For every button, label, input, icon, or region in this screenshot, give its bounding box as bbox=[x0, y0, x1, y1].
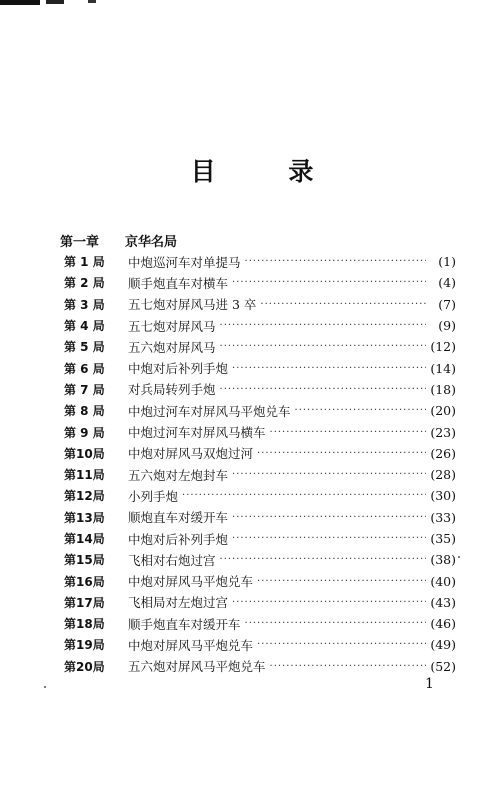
leader-dots bbox=[257, 448, 426, 459]
toc-entry[interactable] bbox=[64, 400, 456, 421]
entry-number: 第10局 bbox=[64, 446, 105, 461]
entry-title: 五六炮对左炮封车 bbox=[128, 467, 229, 483]
toc-entry[interactable] bbox=[64, 251, 456, 272]
entry-title: 对兵局转列手炮 bbox=[128, 382, 216, 398]
toc-entry[interactable] bbox=[64, 443, 456, 464]
toc-entry[interactable] bbox=[64, 528, 456, 549]
leader-dots bbox=[232, 512, 426, 523]
entry-number: 第18局 bbox=[64, 617, 105, 632]
entry-page: (49) bbox=[430, 637, 456, 653]
entry-page: (33) bbox=[430, 509, 456, 525]
entry-title: 小列手炮 bbox=[128, 488, 179, 504]
entry-title: 中炮对后补列手炮 bbox=[128, 361, 229, 377]
entry-title: 五六炮对屏风马 bbox=[128, 339, 216, 355]
leader-dots bbox=[220, 341, 426, 352]
entry-page: (20) bbox=[430, 403, 456, 419]
chapter-label: 第一章 bbox=[60, 235, 100, 250]
leader-dots bbox=[257, 639, 426, 650]
leader-dots bbox=[232, 469, 426, 480]
entry-number: 第19局 bbox=[64, 638, 105, 653]
leader-dots bbox=[245, 256, 426, 267]
toc-entry[interactable] bbox=[64, 336, 456, 357]
entry-title: 飞相局对左炮过宫 bbox=[128, 595, 229, 611]
entry-number: 第 2 局 bbox=[64, 276, 105, 291]
entry-number: 第20局 bbox=[64, 659, 105, 674]
leader-dots bbox=[295, 405, 426, 416]
entry-title: 中炮对后补列手炮 bbox=[128, 531, 229, 547]
leader-dots bbox=[232, 363, 426, 374]
entry-page: (38) bbox=[430, 552, 456, 568]
entry-number: 第15局 bbox=[64, 553, 105, 568]
leader-dots bbox=[220, 320, 426, 331]
toc-entry[interactable] bbox=[64, 549, 456, 570]
entry-title: 飞相对右炮过宫 bbox=[128, 552, 216, 568]
entry-number: 第13局 bbox=[64, 510, 105, 525]
leader-dots bbox=[232, 533, 426, 544]
leader-dots bbox=[182, 490, 426, 501]
leader-dots bbox=[270, 427, 426, 438]
entry-number: 第 5 局 bbox=[64, 340, 105, 355]
entry-number: 第 4 局 bbox=[64, 319, 105, 334]
chapter-heading bbox=[60, 231, 177, 250]
toc-entry[interactable] bbox=[64, 294, 456, 315]
leader-dots bbox=[220, 554, 426, 565]
scan-artifact bbox=[46, 0, 64, 4]
leader-dots bbox=[260, 299, 426, 310]
entry-title: 顺手炮直车对缓开车 bbox=[128, 616, 241, 632]
entry-number: 第16局 bbox=[64, 574, 105, 589]
entry-title: 五六炮对屏风马平炮兑车 bbox=[128, 659, 266, 675]
chapter-title: 京华名局 bbox=[125, 235, 178, 250]
leader-dots bbox=[257, 576, 426, 587]
entry-page: (7) bbox=[438, 296, 456, 312]
leader-dots bbox=[232, 277, 426, 288]
entry-title: 中炮对屏风马双炮过河 bbox=[128, 446, 254, 462]
entry-title: 中炮对屏风马平炮兑车 bbox=[128, 574, 254, 590]
toc-entry[interactable] bbox=[64, 592, 456, 613]
leader-dots bbox=[245, 618, 426, 629]
entry-page: (9) bbox=[438, 318, 456, 334]
entry-page: (26) bbox=[430, 445, 456, 461]
page-number: 1 bbox=[425, 676, 434, 692]
scan-artifact bbox=[0, 0, 40, 5]
entry-page: (23) bbox=[430, 424, 456, 440]
entry-page: (52) bbox=[430, 658, 456, 674]
entry-page: (46) bbox=[430, 616, 456, 632]
entry-page: (18) bbox=[430, 381, 456, 397]
entry-page: (40) bbox=[430, 573, 456, 589]
entry-page: (35) bbox=[430, 531, 456, 546]
toc-entry[interactable] bbox=[64, 613, 456, 634]
entry-number: 第12局 bbox=[64, 489, 105, 504]
entry-number: 第 8 局 bbox=[64, 404, 105, 419]
toc-entry[interactable] bbox=[64, 464, 456, 485]
scan-speck bbox=[458, 556, 460, 558]
entry-title: 中炮过河车对屏风马平炮兑车 bbox=[128, 403, 291, 419]
entry-title: 五七炮对屏风马进 3 卒 bbox=[128, 297, 257, 313]
entry-title: 中炮巡河车对单提马 bbox=[128, 254, 241, 270]
entry-number: 第14局 bbox=[64, 532, 105, 546]
entry-number: 第11局 bbox=[64, 468, 105, 483]
entry-number: 第 6 局 bbox=[64, 361, 105, 376]
entry-page: (30) bbox=[430, 488, 456, 504]
toc-entry[interactable] bbox=[64, 272, 456, 293]
scan-artifact bbox=[88, 0, 96, 3]
entry-title: 顺手炮直车对横车 bbox=[128, 275, 229, 291]
entry-page: (12) bbox=[430, 339, 456, 355]
entry-title: 中炮对屏风马平炮兑车 bbox=[128, 637, 254, 653]
toc-entry[interactable] bbox=[64, 421, 456, 442]
entry-page: (14) bbox=[430, 360, 456, 376]
entry-number: 第17局 bbox=[64, 595, 105, 610]
entry-number: 第 9 局 bbox=[64, 425, 105, 440]
leader-dots bbox=[232, 597, 426, 608]
entry-title: 中炮过河车对屏风马横车 bbox=[128, 425, 266, 441]
entry-page: (1) bbox=[438, 254, 456, 270]
entry-page: (28) bbox=[430, 467, 456, 483]
toc-entry[interactable] bbox=[64, 656, 456, 677]
toc-entry[interactable] bbox=[64, 357, 456, 378]
toc-entry[interactable] bbox=[64, 315, 456, 336]
toc-entry[interactable] bbox=[64, 570, 456, 591]
entry-page: (43) bbox=[430, 594, 456, 610]
entry-number: 第 3 局 bbox=[64, 297, 105, 312]
entry-number: 第 1 局 bbox=[64, 255, 105, 270]
toc-entry[interactable] bbox=[64, 634, 456, 655]
leader-dots bbox=[270, 661, 426, 672]
toc-list bbox=[64, 251, 456, 677]
toc-entry[interactable] bbox=[64, 379, 456, 400]
page-title: 目 录 bbox=[190, 157, 346, 186]
entry-page: (4) bbox=[438, 275, 456, 291]
leader-dots bbox=[220, 384, 426, 395]
scan-speck bbox=[44, 686, 46, 688]
entry-title: 顺炮直车对缓开车 bbox=[128, 510, 229, 526]
toc-entry[interactable] bbox=[64, 507, 456, 528]
entry-title: 五七炮对屏风马 bbox=[128, 318, 216, 334]
toc-entry[interactable] bbox=[64, 485, 456, 506]
entry-number: 第 7 局 bbox=[64, 382, 105, 397]
